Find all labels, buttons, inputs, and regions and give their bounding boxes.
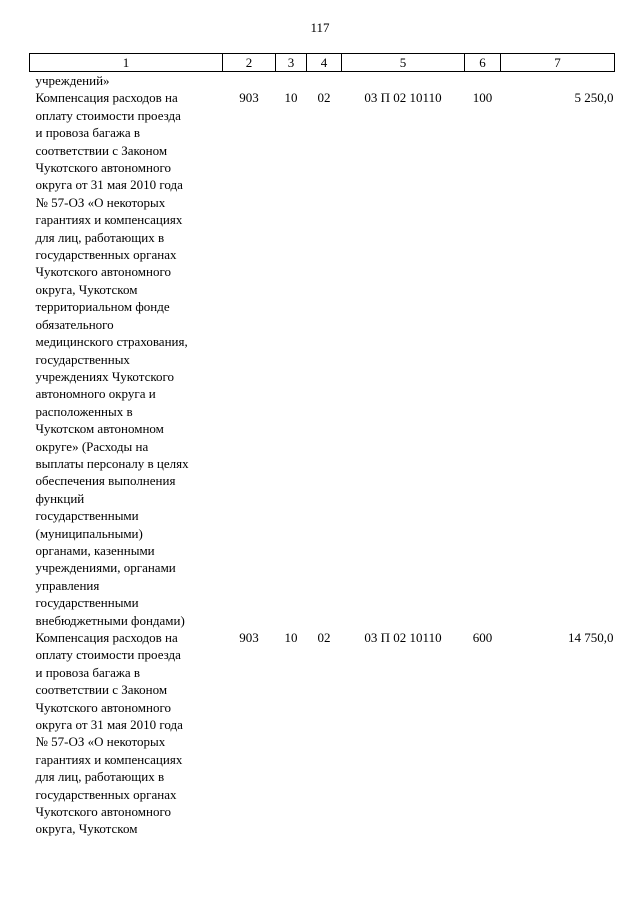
header-col-2: 2 — [223, 54, 276, 72]
header-row — [30, 54, 615, 72]
row-amount — [501, 72, 615, 90]
row-subsection: 02 — [317, 630, 331, 645]
header-col-1: 1 — [30, 54, 223, 72]
page-number: 117 — [310, 20, 330, 35]
table-row — [30, 89, 615, 629]
header-col-5: 5 — [342, 54, 465, 72]
row-name-cell — [30, 629, 223, 838]
row-section: 10 — [284, 630, 298, 645]
row-name: Компенсация расходов на оплату стоимости проезда и провоза багажа в соответствии с Законом Чукотского автономного округа от 31 мая 2010 года № 57-ОЗ «О некоторых гарантиях и компенсациях для лиц, работающих в государственных органах Чукотского автономного округа, Чукотском территориальном фонде обязательного медицинского страхования, государственных учреждениях Чукотского автономного округа и расположенных в Чукотском автономном округе» (Расходы на выплаты персоналу в целях обеспечения выполнения функций государственными (муниципальными) органами, казенными учреждениями, органами управления государственными внебюджетными фондами) — [35, 90, 189, 628]
row-target: 03 П 02 10110 — [364, 90, 442, 106]
row-name-cell — [30, 72, 223, 90]
row-name: Компенсация расходов на оплату стоимости проезда и провоза багажа в соответствии с Законом Чукотского автономного округа от 31 мая 2010 года № 57-ОЗ «О некоторых гарантиях и компенсациях для лиц, работающих в государственных органах Чукотского автономного округа, Чукотском — [35, 630, 183, 837]
header-col-4: 4 — [307, 54, 342, 72]
header-col-6: 6 — [465, 54, 501, 72]
row-name: учреждений» — [35, 73, 110, 88]
row-type: 600 — [472, 630, 493, 645]
table-row — [30, 72, 615, 90]
row-admin: 903 — [239, 90, 259, 106]
row-admin — [223, 72, 276, 90]
table-body — [30, 72, 615, 838]
header-col-3: 3 — [276, 54, 307, 72]
header-col-7: 7 — [501, 54, 615, 72]
budget-table — [29, 53, 615, 838]
row-type: 100 — [472, 90, 493, 106]
row-target: 03 П 02 10110 — [364, 630, 442, 645]
table-header — [30, 54, 615, 72]
row-section: 10 — [284, 90, 298, 106]
row-target — [342, 72, 465, 90]
row-section — [276, 72, 307, 90]
row-subsection — [307, 72, 342, 90]
row-name-cell — [30, 89, 223, 629]
row-admin: 903 — [239, 630, 259, 645]
row-subsection: 02 — [317, 90, 331, 106]
row-amount: 5 250,0 — [574, 90, 614, 106]
row-type — [465, 72, 501, 90]
table-row — [30, 629, 615, 838]
row-amount: 14 750,0 — [568, 630, 614, 645]
